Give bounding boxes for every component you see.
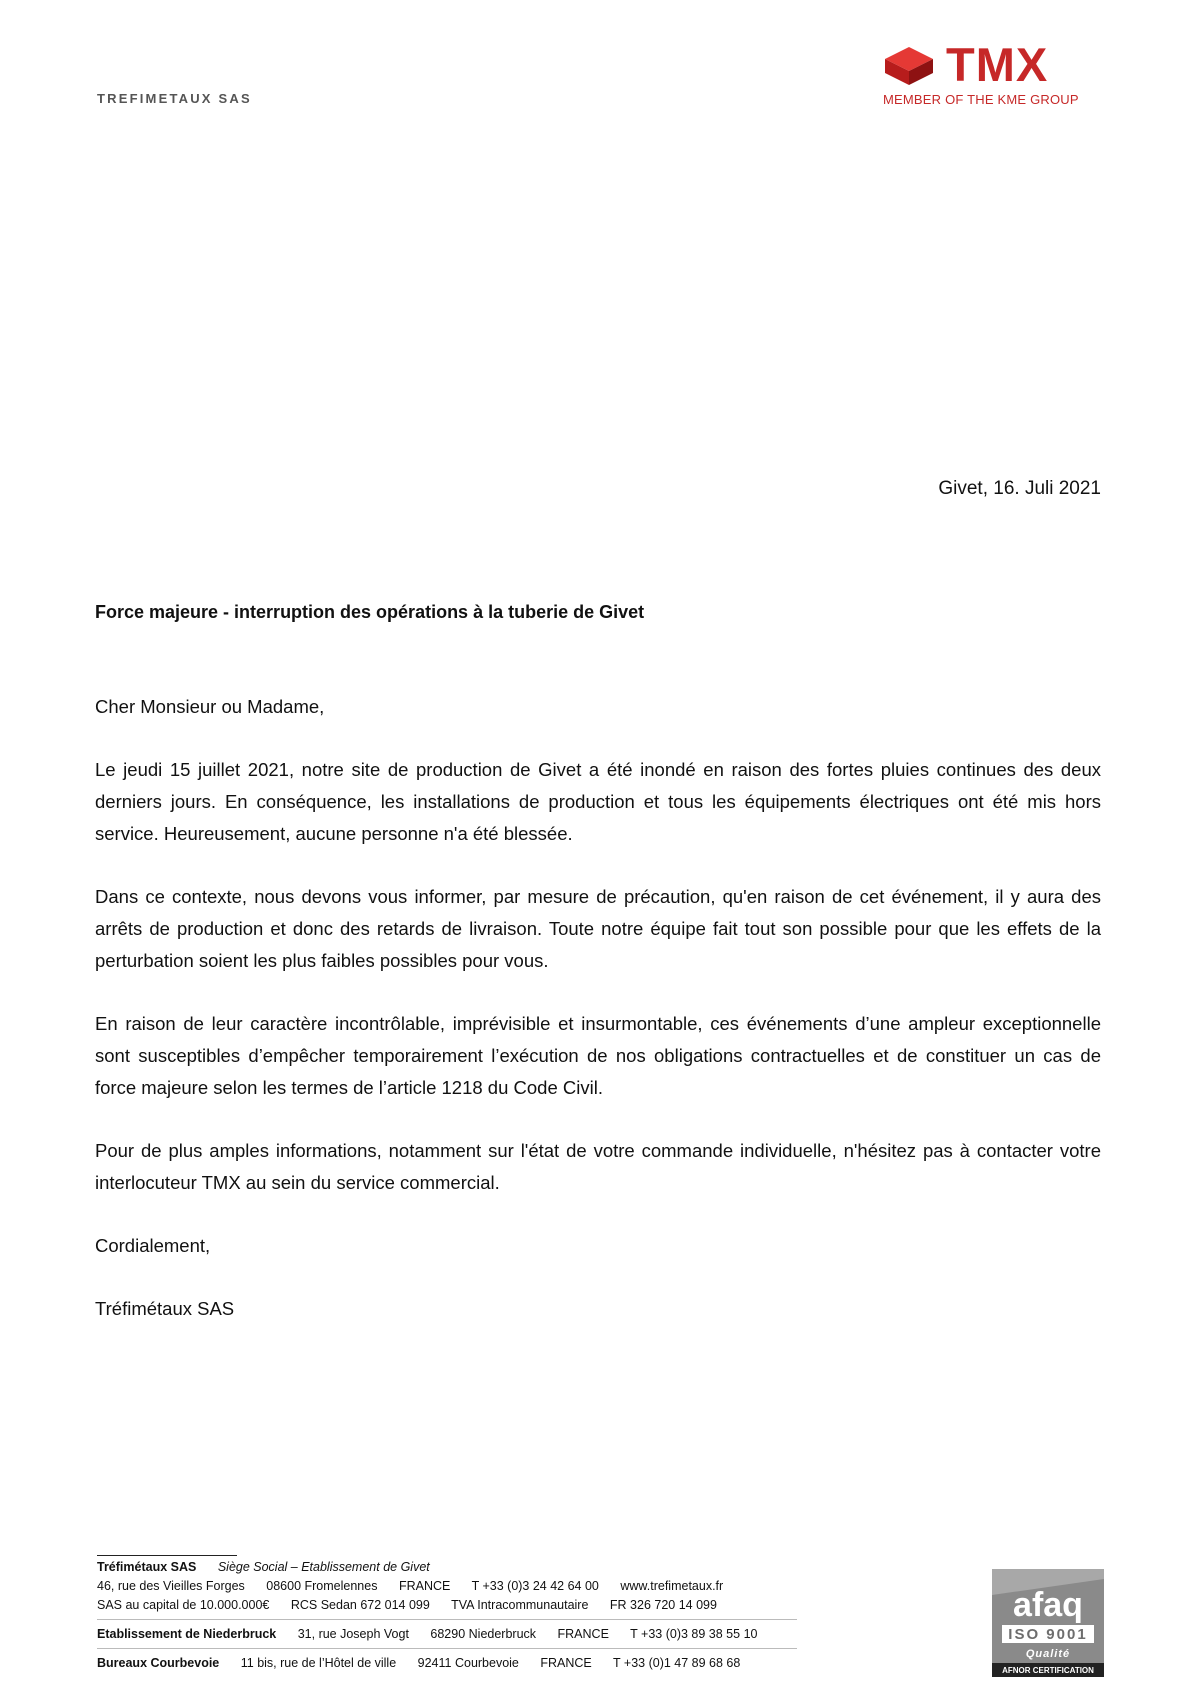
- footer-hq-title: [97, 1558, 857, 1577]
- footer-cb-address: 11 bis, rue de l’Hôtel de ville: [240, 1656, 397, 1670]
- footer-legal: [97, 1596, 857, 1615]
- footer-divider: [97, 1648, 797, 1649]
- footer-nb-postal: 68290 Niederbruck: [430, 1627, 537, 1641]
- afaq-brand: afaq: [1013, 1586, 1083, 1624]
- letter-paragraph: Pour de plus amples informations, notamment sur l'état de votre commande individuelle, n'hésitez pas à contacter votre interlocuteur TMX au sein du service commercial.: [95, 1140, 1101, 1193]
- letter-paragraph: Dans ce contexte, nous devons vous informer, par mesure de précaution, qu'en raison de cet événement, il y aura des arrêts de production et donc des retards de livraison. Toute notre équipe fait tout son possible pour que les effets de la perturbation soient les plus faibles possibles pour vous.: [95, 886, 1101, 971]
- letter-greeting: Cher Monsieur ou Madame,: [95, 696, 325, 717]
- footer-nb-address: 31, rue Joseph Vogt: [297, 1627, 409, 1641]
- afaq-issuer: AFNOR CERTIFICATION: [1002, 1666, 1094, 1675]
- letter-paragraph: Le jeudi 15 juillet 2021, notre site de production de Givet a été inondé en raison des fortes pluies continues des deux derniers jours. En conséquence, les installations de production et tous les équipements électriques ont été mis hors service. Heureusement, aucune personne n'a été blessée.: [95, 759, 1101, 844]
- footer-tva-label: TVA Intracommunautaire: [451, 1598, 589, 1612]
- footer-cb-postal: 92411 Courbevoie: [417, 1656, 519, 1670]
- letter-signature: Tréfimétaux SAS: [95, 1298, 235, 1319]
- footer-courbevoie: [97, 1654, 857, 1673]
- footer-hq-phone: T +33 (0)3 24 42 64 00: [471, 1579, 599, 1593]
- letter-body: [95, 691, 1101, 1356]
- footer-divider: [97, 1555, 237, 1556]
- footer-divider: [97, 1619, 797, 1620]
- company-header: TREFIMETAUX SAS: [97, 91, 252, 106]
- footer-hq-desc: Siège Social – Etablissement de Givet: [217, 1560, 430, 1574]
- footer-nb-country: FRANCE: [557, 1627, 609, 1641]
- letter-date: Givet, 16. Juli 2021: [938, 478, 1101, 499]
- tmx-logo: [883, 38, 1103, 115]
- letter-subject: Force majeure - interruption des opérations à la tuberie de Givet: [95, 602, 645, 622]
- afaq-iso-9001-logo: [992, 1569, 1104, 1677]
- footer-hq-address: 46, rue des Vieilles Forges: [97, 1579, 245, 1593]
- footer-nb-name: Etablissement de Niederbruck: [97, 1627, 277, 1641]
- footer-hq-name: Tréfimétaux SAS: [97, 1560, 197, 1574]
- logo-tagline: MEMBER OF THE KME GROUP: [883, 92, 1079, 107]
- footer-nb-phone: T +33 (0)3 89 38 55 10: [630, 1627, 758, 1641]
- letter-closing: Cordialement,: [95, 1235, 211, 1256]
- footer-capital: SAS au capital de 10.000.000€: [97, 1598, 270, 1612]
- footer-cb-phone: T +33 (0)1 47 89 68 68: [613, 1656, 741, 1670]
- footer-tva-number: FR 326 720 14 099: [609, 1598, 717, 1612]
- footer-hq-country: FRANCE: [398, 1579, 451, 1593]
- footer-hq-contact: [97, 1577, 857, 1596]
- tmx-cube-icon: [883, 45, 935, 87]
- footer-hq-postal: 08600 Fromelennes: [266, 1579, 378, 1593]
- letter-paragraph: En raison de leur caractère incontrôlable, imprévisible et insurmontable, ces événements d’une ampleur exceptionnelle sont susceptibles d’empêcher temporairement l’exécution de nos obligations contractuelles et de constituer un cas de force majeure selon les termes de l’article 1218 du Code Civil.: [95, 1013, 1101, 1098]
- footer-cb-name: Bureaux Courbevoie: [97, 1656, 220, 1670]
- afaq-standard: ISO 9001: [1008, 1626, 1088, 1643]
- logo-text: TMX: [946, 38, 1049, 91]
- footer-hq-web[interactable]: www.trefimetaux.fr: [620, 1579, 724, 1593]
- afaq-label: Qualité: [1025, 1648, 1071, 1660]
- footer-niederbruck: [97, 1625, 857, 1644]
- footer-cb-country: FRANCE: [540, 1656, 592, 1670]
- footer-rcs: RCS Sedan 672 014 099: [290, 1598, 430, 1612]
- footer: [97, 1555, 857, 1673]
